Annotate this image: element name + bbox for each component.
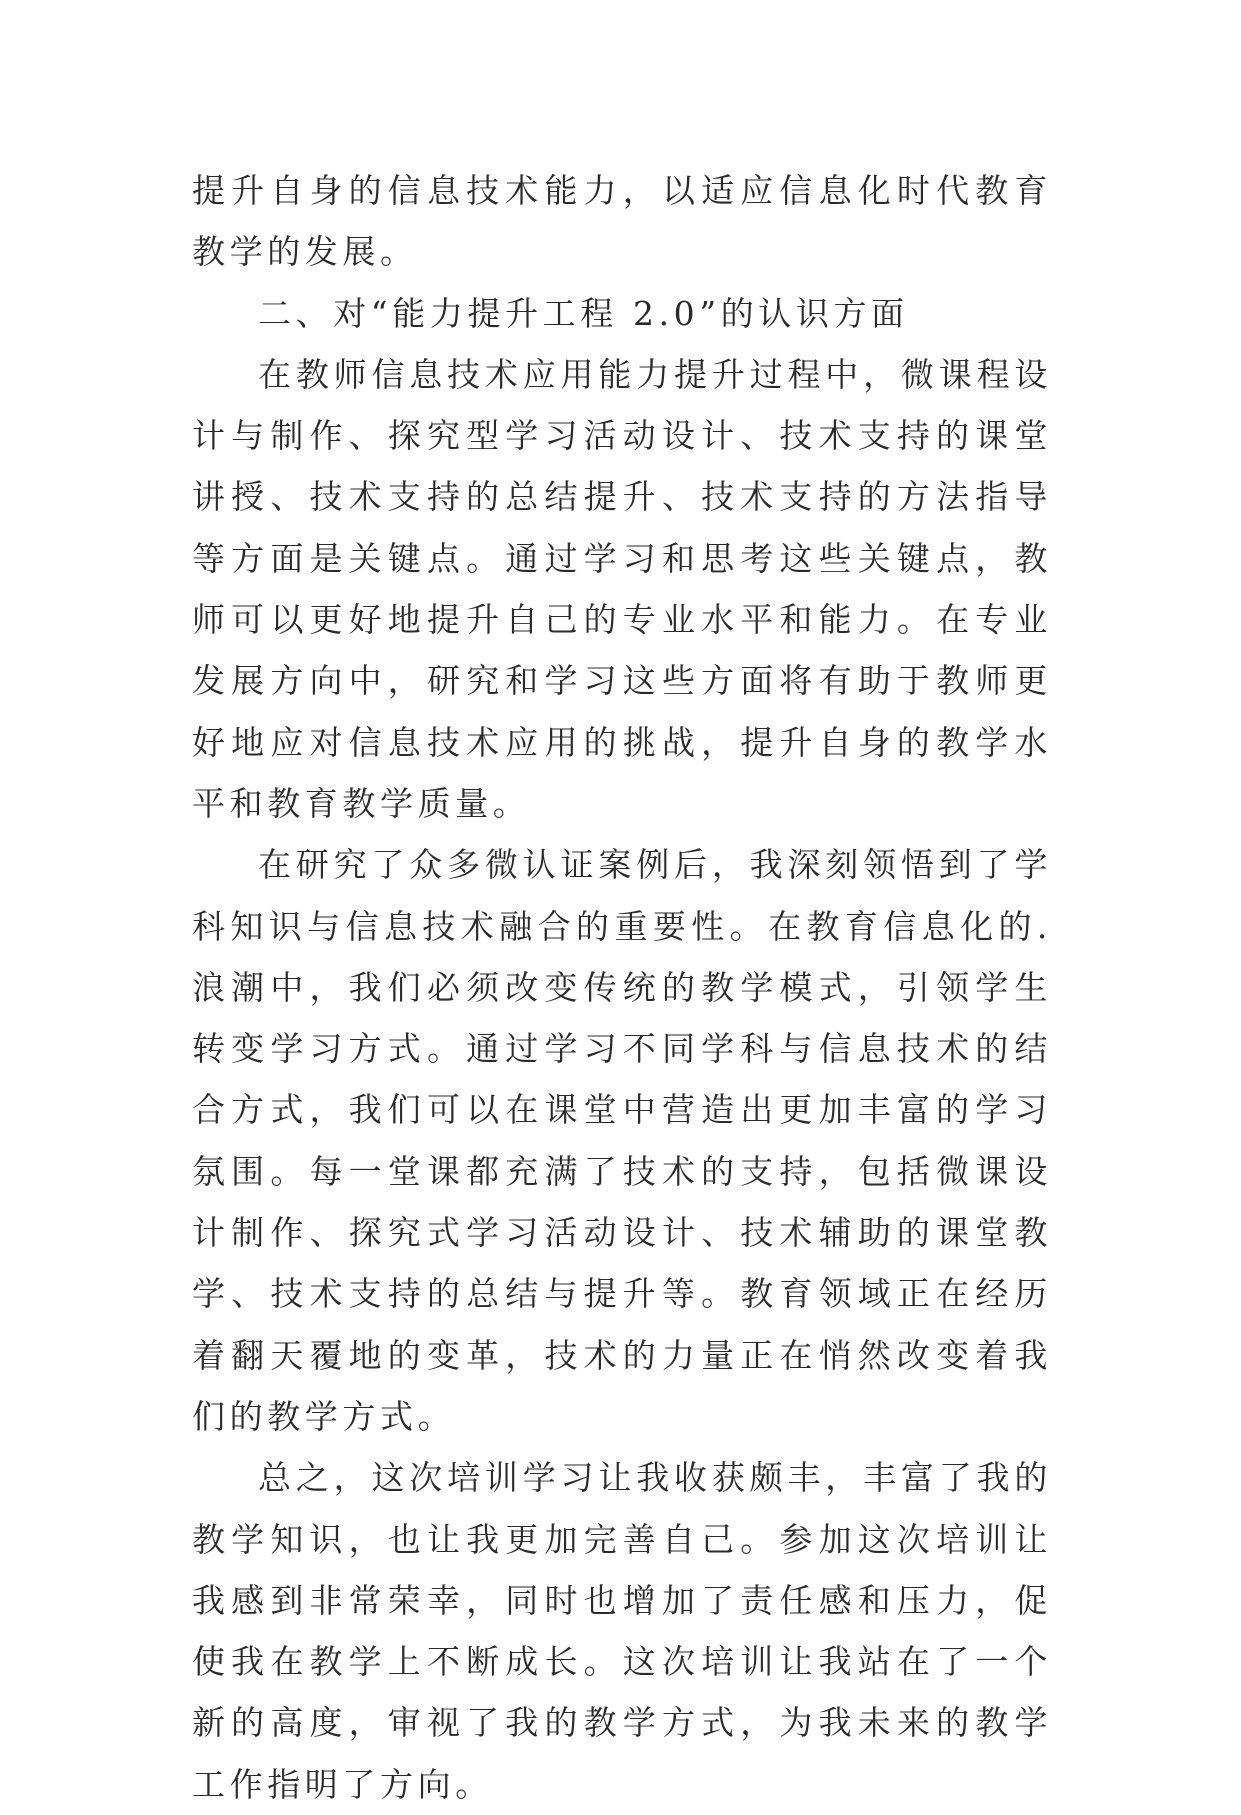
body-paragraph-3: 总之，这次培训学习让我收获颇丰，丰富了我的教学知识，也让我更加完善自己。参加这次培训让我感到非常荣幸，同时也增加了责任感和压力，促使我在教学上不断成长。这次培训让我站在了一个新的高度，审视了我的教学方式，为我未来的教学工作指明了方向。 [192, 1458, 1052, 1804]
section-heading: 二、对“能力提升工程 2.0”的认识方面 [258, 293, 909, 333]
continuation-paragraph: 提升自身的信息技术能力，以适应信息化时代教育教学的发展。 [192, 171, 1052, 272]
body-paragraph-2: 在研究了众多微认证案例后，我深刻领悟到了学科知识与信息技术融合的重要性。在教育信息化的.浪潮中，我们必须改变传统的教学模式，引领学生转变学习方式。通过学习不同学科与信息技术的结合方式，我们可以在课堂中营造出更加丰富的学习氛围。每一堂课都充满了技术的支持，包括微课设计制作、探究式学习活动设计、技术辅助的课堂教学、技术支持的总结与提升等。教育领域正在经历着翻天覆地的变革，技术的力量正在悄然改变着我们的教学方式。 [192, 845, 1052, 1436]
body-paragraph-1: 在教师信息技术应用能力提升过程中，微课程设计与制作、探究型学习活动设计、技术支持的课堂讲授、技术支持的总结提升、技术支持的方法指导等方面是关键点。通过学习和思考这些关键点，教师可以更好地提升自己的专业水平和能力。在专业发展方向中，研究和学习这些方面将有助于教师更好地应对信息技术应用的挑战，提升自身的教学水平和教育教学质量。 [192, 354, 1052, 823]
document-body [192, 160, 1052, 1815]
